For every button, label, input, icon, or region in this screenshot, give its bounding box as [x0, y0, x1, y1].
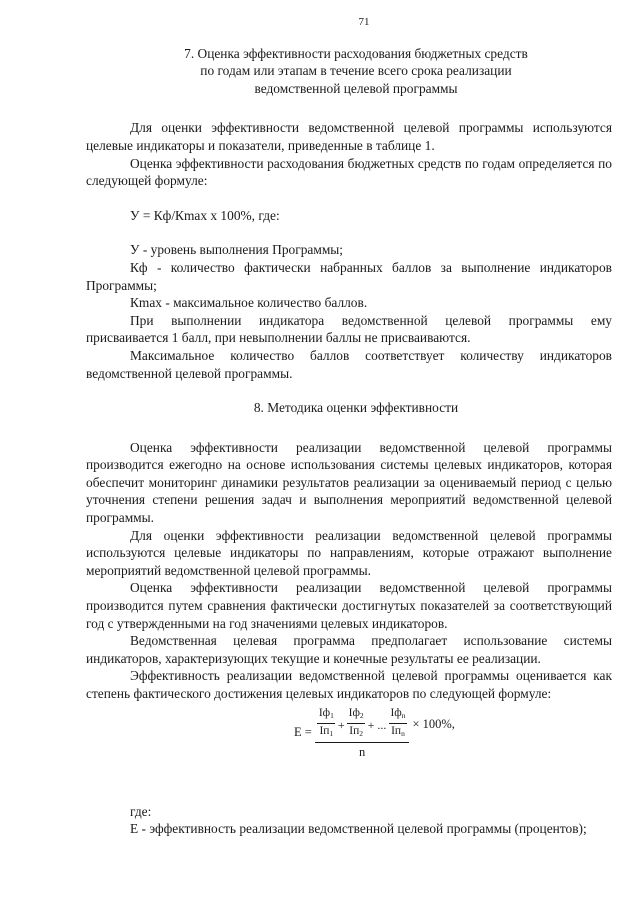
- plus-operator: +: [337, 718, 345, 733]
- definition-e: Е - эффективность реализации ведомственной целевой программы (процентов);: [130, 821, 587, 837]
- section-8-paragraph-4: Ведомственная целевая программа предполагает использование системы индикаторов, характеризующих текущие и конечные результаты ее реализации.: [86, 633, 612, 666]
- page-number: 71: [358, 16, 370, 28]
- fraction-1-denominator-sub: 1: [329, 728, 334, 738]
- formula-denominator: n: [359, 744, 366, 759]
- fraction-1-numerator-sub: 1: [330, 710, 334, 720]
- section-8-paragraph-2: Для оценки эффективности реализации ведомственной целевой программы используются целевые индикаторы по направлениям, которые отражают выполнение мероприятий ведомственной целевой программы.: [86, 527, 612, 578]
- fraction-2-denominator-sub: 2: [359, 728, 363, 738]
- plus-ellipsis-operator: + ...: [367, 718, 387, 733]
- fraction-1-denominator: Iп: [319, 724, 330, 737]
- fraction-n-denominator: Iп: [391, 724, 402, 737]
- section-7-heading-line-3: ведомственной целевой программы: [254, 80, 458, 96]
- section-8-paragraph-1: Оценка эффективности реализации ведомственной целевой программы производится ежегодно на основе использования системы целевых индикаторов, которая обеспечит мониторинг динамики результатов реализации за оцениваемый период с целью уточнения степени решения задач и выполнения мероприятий ведомственной целевой программы.: [86, 439, 612, 526]
- section-7-paragraph-3: При выполнении индикатора ведомственной целевой программы ему присваивается 1 балл, при невыполнении баллы не присваиваются.: [86, 312, 612, 346]
- definition-kmax: Кmax - максимальное количество баллов.: [130, 295, 368, 311]
- section-7-heading-line-2: по годам или этапам в течение всего срока реализации: [200, 63, 512, 79]
- fraction-2-denominator: Iп: [349, 724, 360, 737]
- formula-tail: × 100%,: [412, 717, 455, 732]
- formula-efficiency-level: У = Кф/Кmax х 100%, где:: [130, 207, 280, 223]
- definition-u: У - уровень выполнения Программы;: [130, 242, 344, 258]
- section-8-heading: 8. Методика оценки эффективности: [253, 400, 459, 416]
- fraction-2: [347, 707, 366, 740]
- formula-sum: [315, 707, 410, 742]
- section-7-heading-line-1: 7. Оценка эффективности расходования бюджетных средств: [184, 45, 528, 61]
- fraction-2-numerator-sub: 2: [359, 710, 364, 720]
- fraction-n-numerator: Iф: [390, 706, 402, 719]
- fraction-1: [317, 707, 336, 740]
- fraction-n-denominator-sub: n: [401, 728, 405, 738]
- fraction-1-numerator: Iф: [318, 706, 331, 719]
- definition-kf: Кф - количество фактически набранных баллов за выполнение индикаторов Программы;: [86, 259, 612, 293]
- fraction-n-numerator-sub: n: [401, 710, 406, 720]
- section-8-paragraph-5: Эффективность реализации ведомственной целевой программы оценивается как степень фактического достижения целевых индикаторов по следующей формуле:: [86, 668, 612, 701]
- formula-main-fraction: [315, 707, 410, 762]
- section-7-heading: [86, 45, 612, 98]
- section-8-paragraph-3: Оценка эффективности реализации ведомственной целевой программы производится путем сравнения фактически достигнутых показателей за соответствующий год с утвержденными на год значениями целевых индикаторов.: [86, 580, 612, 631]
- section-7-paragraph-1: Для оценки эффективности ведомственной целевой программы используются целевые индикаторы и показатели, приведенные в таблице 1.: [86, 120, 612, 153]
- where-label: где:: [130, 803, 152, 819]
- section-7-paragraph-2: Оценка эффективности расходования бюджетных средств по годам определяется по следующей формуле:: [86, 155, 612, 189]
- formula-lhs: E =: [294, 725, 312, 740]
- formula-efficiency: [86, 707, 612, 781]
- fraction-n: [388, 707, 407, 740]
- section-7-paragraph-4: Максимальное количество баллов соответствует количеству индикаторов ведомственной целевой программы.: [86, 347, 612, 381]
- fraction-2-numerator: Iф: [348, 706, 360, 719]
